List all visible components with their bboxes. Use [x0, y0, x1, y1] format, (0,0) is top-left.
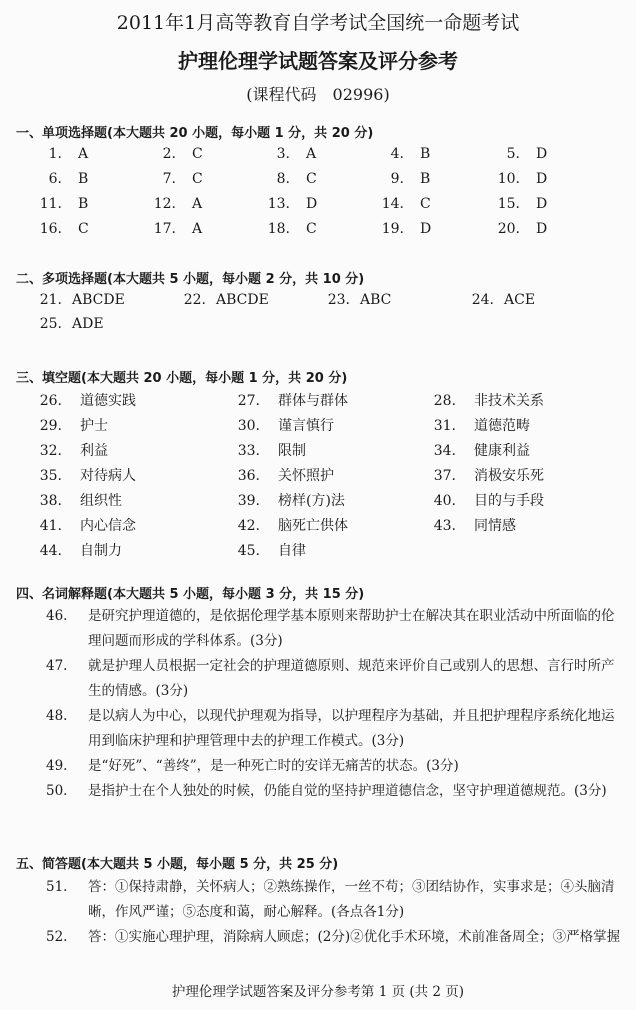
answer-row: [0, 390, 636, 412]
question-number: 2.: [162, 146, 176, 162]
answer-choice: B: [420, 146, 431, 162]
answer-item: [478, 221, 547, 237]
answer-paragraph: [46, 754, 626, 779]
answer-item: [20, 440, 108, 460]
question-number: 1.: [48, 146, 62, 162]
answer-choice: D: [536, 221, 548, 237]
question-number: 48.: [46, 708, 68, 724]
answer-row: [0, 540, 636, 562]
answer-item: [218, 490, 345, 510]
answer-paragraph: [46, 925, 626, 950]
answer-text: 目的与手段: [474, 493, 544, 509]
answer-item: [218, 465, 334, 485]
question-number: 25.: [39, 316, 62, 332]
answer-item: [414, 465, 544, 485]
question-number: 31.: [433, 418, 456, 434]
answer-choice: D: [536, 196, 548, 212]
question-number: 6.: [48, 171, 62, 187]
section-term-definitions-heading: 四、名词解释题(本大题共 5 小题，每小题 3 分，共 15 分): [16, 587, 365, 602]
answer-item: [362, 146, 430, 162]
answer-text: 是“好死”、“善终”，是一种死亡时的安详无痛苦的状态。(3分): [88, 758, 459, 774]
question-number: 12.: [153, 196, 176, 212]
answer-item: [478, 146, 547, 162]
answer-item: [218, 540, 306, 560]
question-number: 36.: [237, 468, 260, 484]
question-number: 11.: [39, 196, 62, 212]
question-number: 38.: [39, 493, 62, 509]
answer-paragraph: [46, 875, 626, 925]
question-number: 23.: [327, 292, 350, 308]
answer-choice: ABC: [360, 292, 392, 308]
answer-text: 道德范畴: [474, 418, 530, 434]
section-fill-blank-heading: 三、填空题(本大题共 20 小题，每小题 1 分，共 20 分): [16, 371, 348, 386]
answer-item: [308, 292, 391, 308]
section-multi-choice-heading: 二、多项选择题(本大题共 5 小题，每小题 2 分，共 10 分): [16, 272, 365, 287]
answer-text: 健康利益: [474, 443, 530, 459]
answer-item: [134, 196, 202, 212]
question-number: 37.: [433, 468, 456, 484]
answer-choice: C: [306, 221, 317, 237]
answer-text: 就是护理人员根据一定社会的护理道德原则、规范来评价自己或别人的思想、言行时所产生的情感。(3分): [88, 658, 615, 699]
answer-text: 利益: [80, 443, 108, 459]
answer-text: 组织性: [80, 493, 122, 509]
answer-item: [20, 316, 104, 332]
page-footer: 护理伦理学试题答案及评分参考第 1 页 (共 2 页): [171, 984, 465, 1000]
exam-title: 2011年1月高等教育自学考试全国统一命题考试: [116, 12, 520, 34]
answer-item: [20, 540, 122, 560]
answer-text: 同情感: [474, 518, 516, 534]
answer-item: [248, 146, 316, 162]
question-number: 46.: [46, 608, 68, 624]
answer-item: [164, 292, 269, 308]
answer-item: [20, 292, 125, 308]
answer-choice: A: [78, 146, 89, 162]
answer-row: [0, 171, 636, 193]
question-number: 50.: [46, 783, 68, 799]
answer-item: [20, 196, 88, 212]
question-number: 34.: [433, 443, 456, 459]
question-number: 45.: [237, 543, 260, 559]
answer-item: [248, 171, 317, 187]
answer-choice: ABCDE: [216, 292, 269, 308]
answer-choice: B: [420, 171, 431, 187]
answer-paragraph: [46, 779, 626, 829]
answer-text: 是研究护理道德的，是依据伦理学基本原则来帮助护士在解决其在职业活动中所面临的伦理问题而形成的学科体系。(3分): [88, 608, 615, 649]
question-number: 20.: [497, 221, 520, 237]
answer-choice: B: [78, 171, 89, 187]
answer-choice: ACE: [504, 292, 536, 308]
document-title: 护理伦理学试题答案及评分参考: [178, 49, 458, 73]
answer-paragraph: [46, 704, 626, 754]
answer-item: [362, 221, 431, 237]
answer-item: [218, 415, 334, 435]
answer-choice: C: [192, 171, 203, 187]
question-number: 5.: [506, 146, 520, 162]
answer-row: [0, 221, 636, 243]
question-number: 13.: [267, 196, 290, 212]
answer-text: 谨言慎行: [278, 418, 334, 434]
answer-row: [0, 440, 636, 462]
answer-item: [218, 440, 306, 460]
question-number: 24.: [471, 292, 494, 308]
answer-item: [248, 196, 317, 212]
question-number: 10.: [497, 171, 520, 187]
answer-item: [414, 390, 544, 410]
question-number: 8.: [276, 171, 290, 187]
answer-text: 非技术关系: [474, 393, 544, 409]
answer-item: [414, 515, 516, 535]
answer-item: [478, 196, 547, 212]
answer-text: 群体与群体: [278, 393, 348, 409]
answer-choice: B: [78, 196, 89, 212]
section-single-choice-heading: 一、单项选择题(本大题共 20 小题，每小题 1 分，共 20 分): [16, 126, 374, 141]
answer-text: 消极安乐死: [474, 468, 544, 484]
question-number: 7.: [162, 171, 176, 187]
answer-row: [0, 465, 636, 487]
question-number: 33.: [237, 443, 260, 459]
question-number: 49.: [46, 758, 68, 774]
answer-item: [218, 390, 348, 410]
answer-text: 内心信念: [80, 518, 136, 534]
answer-text: 脑死亡供体: [278, 518, 348, 534]
answer-text: 榜样(方)法: [278, 493, 345, 509]
answer-text: 自制力: [80, 543, 122, 559]
answer-text: 是指护士在个人独处的时候，仍能自觉的坚持护理道德信念，坚守护理道德规范。(3分): [88, 783, 607, 799]
answer-choice: D: [536, 171, 548, 187]
answer-row: [0, 490, 636, 512]
answer-text: 答：①实施心理护理，消除病人顾虑；(2分)②优化手术环境，术前准备周全；③严格掌握: [88, 929, 621, 945]
question-number: 44.: [39, 543, 62, 559]
answer-item: [20, 390, 136, 410]
answer-text: 答：①保持肃静，关怀病人；②熟练操作，一丝不苟；③团结协作，实事求是；④头脑清晰，作风严谨；⑤态度和蔼，耐心解释。(各点各1分): [88, 879, 615, 920]
answer-item: [134, 146, 203, 162]
answer-choice: D: [420, 221, 432, 237]
answer-row: [0, 292, 636, 314]
answer-item: [20, 221, 89, 237]
question-number: 26.: [39, 393, 62, 409]
question-number: 30.: [237, 418, 260, 434]
question-number: 47.: [46, 658, 68, 674]
answer-choice: ADE: [72, 316, 104, 332]
question-number: 22.: [183, 292, 206, 308]
question-number: 28.: [433, 393, 456, 409]
question-number: 3.: [276, 146, 290, 162]
answer-row: [0, 415, 636, 437]
answer-item: [20, 490, 122, 510]
answer-text: 对待病人: [80, 468, 136, 484]
question-number: 35.: [39, 468, 62, 484]
answer-choice: C: [420, 196, 431, 212]
answer-item: [218, 515, 348, 535]
answer-choice: D: [306, 196, 318, 212]
course-code: (课程代码 02996): [246, 85, 390, 104]
question-number: 27.: [237, 393, 260, 409]
answer-item: [362, 171, 430, 187]
question-number: 17.: [153, 221, 176, 237]
answer-item: [20, 146, 88, 162]
answer-text: 道德实践: [80, 393, 136, 409]
question-number: 42.: [237, 518, 260, 534]
answer-row: [0, 196, 636, 218]
question-number: 40.: [433, 493, 456, 509]
answer-choice: A: [192, 196, 203, 212]
answer-item: [362, 196, 431, 212]
answer-item: [20, 171, 88, 187]
answer-paragraph: [46, 604, 626, 654]
question-number: 19.: [381, 221, 404, 237]
answer-choice: A: [192, 221, 203, 237]
answer-text: 限制: [278, 443, 306, 459]
answer-item: [248, 221, 317, 237]
answer-text: 护士: [80, 418, 108, 434]
question-number: 9.: [390, 171, 404, 187]
answer-row: [0, 146, 636, 168]
answer-row: [0, 316, 636, 338]
answer-item: [20, 415, 108, 435]
answer-choice: A: [306, 146, 317, 162]
question-number: 21.: [39, 292, 62, 308]
answer-choice: C: [78, 221, 89, 237]
question-number: 16.: [39, 221, 62, 237]
answer-text: 是以病人为中心，以现代护理观为指导，以护理程序为基础，并且把护理程序系统化地运用到临床护理和护理管理中去的护理工作模式。(3分): [88, 708, 615, 749]
answer-item: [414, 440, 530, 460]
answer-choice: C: [306, 171, 317, 187]
question-number: 41.: [39, 518, 62, 534]
answer-choice: C: [192, 146, 203, 162]
question-number: 43.: [433, 518, 456, 534]
answer-item: [20, 515, 136, 535]
section-short-answer-heading: 五、简答题(本大题共 5 小题，每小题 5 分，共 25 分): [16, 857, 339, 872]
answer-text: 关怀照护: [278, 468, 334, 484]
answer-choice: ABCDE: [72, 292, 125, 308]
question-number: 32.: [39, 443, 62, 459]
answer-item: [478, 171, 547, 187]
answer-item: [414, 490, 544, 510]
answer-item: [20, 465, 136, 485]
answer-text: 自律: [278, 543, 306, 559]
question-number: 52.: [46, 929, 68, 945]
answer-item: [452, 292, 535, 308]
question-number: 4.: [390, 146, 404, 162]
answer-item: [134, 221, 202, 237]
question-number: 15.: [497, 196, 520, 212]
answer-item: [414, 415, 530, 435]
question-number: 51.: [46, 879, 68, 895]
question-number: 29.: [39, 418, 62, 434]
answer-item: [134, 171, 203, 187]
answer-choice: D: [536, 146, 548, 162]
answer-row: [0, 515, 636, 537]
question-number: 39.: [237, 493, 260, 509]
question-number: 14.: [381, 196, 404, 212]
answer-paragraph: [46, 654, 626, 704]
question-number: 18.: [267, 221, 290, 237]
